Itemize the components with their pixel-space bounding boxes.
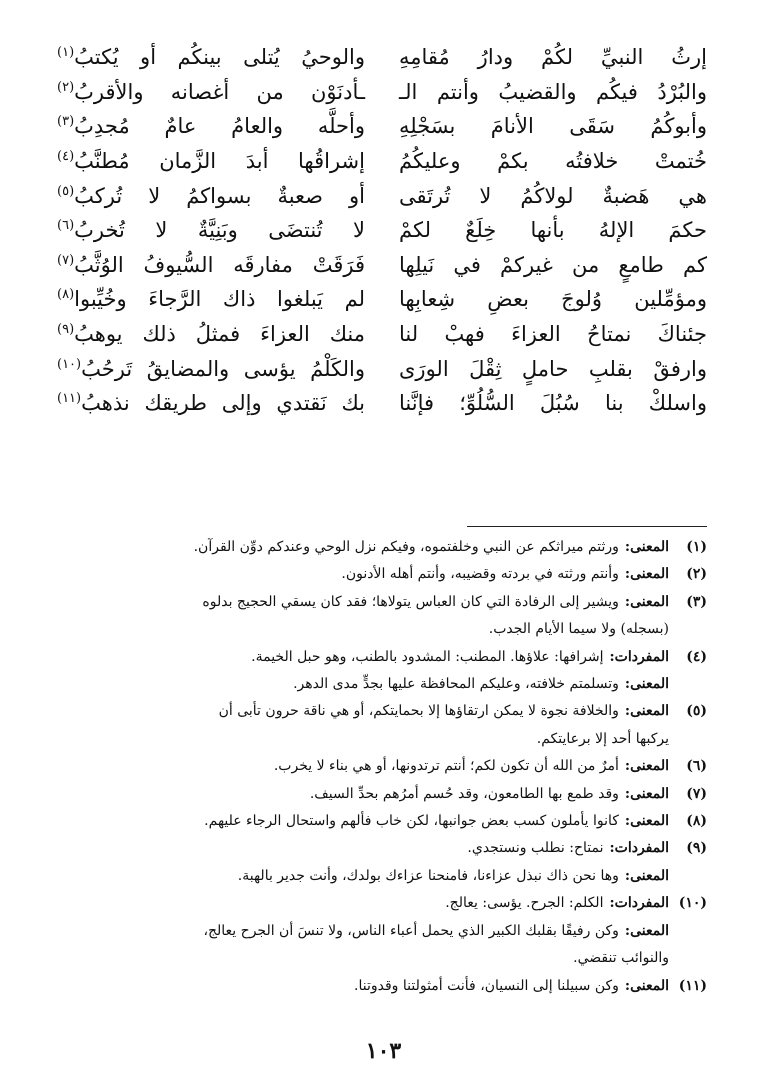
footnote-text: أمرٌ من الله أن تكون لكم؛ أنتم ترتدونها، أو هي بناء لا يخرب. [273,758,619,775]
verse [57,144,707,179]
verse-second-hemistich [57,354,365,384]
footnote-text: نمتاح: نطلب ونستجدي. [467,840,604,857]
footnote-body [57,918,669,945]
verse [57,40,707,75]
verse-second-hemistich [57,215,365,245]
footnote-text: ويشير إلى الرفادة التي كان العباس يتولاها؛ فقد كان يسقي الحجيج بدلوه [202,593,619,610]
footnote-body [57,534,669,561]
footnote-number: (٧) [686,785,707,802]
footnote-body [57,671,669,698]
footnote-label: المعنى: [624,977,669,994]
footnote-number: (١) [686,539,707,555]
footnote [57,973,707,1000]
footnote [57,753,707,780]
footnote [57,863,707,890]
footnote-label: المعنى: [624,922,669,939]
verse-first-hemistich: واسلكْ بنا سُبُلَ السُّلُوِّ؛ فإنَّنا [399,391,707,416]
verse-second-hemistich-text: فَرَقَتْ مفارقَه السُّيوفُ الوُثَّبُ [74,252,365,277]
verse-second-hemistich [57,250,365,280]
footnote-body [57,753,669,780]
footnote-label: المفردات: [609,648,669,665]
footnote-label: المعنى: [624,813,669,830]
page-number: ١٠٣ [365,1038,402,1064]
footnote [57,835,707,862]
footnote-ref: (١٠) [57,356,82,372]
verse-first-hemistich: خُتمتْ خلافتُه بكمْ وعليكُمُ [399,149,707,174]
verse-first-hemistich: ومؤمِّلين وُلوجَ بعضِ شِعابِها [399,287,707,312]
footnote-continuation: والنوائب تنقضي. [573,950,669,967]
footnote-text: وكن سبيلنا إلى النسيان، فأنت أمثولتنا وقدوتنا. [354,977,619,994]
verse-second-hemistich-text: إشراقُها أبدَ الزَّمان مُطنَّبُ [74,149,365,174]
footnote-continuation: يركبها أحد إلا برعايتكم. [536,730,669,747]
verse-first-hemistich: وأبوكُمُ سَقَى الأنامَ بسَجْلِهِ [399,114,707,139]
footnotes [57,534,707,1000]
footnote-label: المعنى: [624,539,669,555]
verse-first-hemistich: وارفقْ بقلبِ حاملٍ ثِقْلَ الورَى [399,356,707,381]
verse [57,386,707,421]
footnote-text: ورثتم ميراثكم عن النبي وخلفتموه، وفيكم نزل الوحي وعندكم دوِّن القرآن. [193,539,619,555]
footnote-number: (٢) [686,566,707,583]
footnote-body [57,698,669,725]
footnote-separator [467,526,707,527]
verse-first-hemistich: هي هَضبةٌ لولاكُمُ لا تُرتَقى [399,183,707,208]
footnote-ref: (٤) [57,149,75,165]
footnote-number: (٣) [686,593,707,610]
verse-first-hemistich: حكمَ الإلهُ بأنها خِلَعٌ لكمْ [399,218,707,243]
footnote [57,918,707,945]
verse [57,75,707,110]
verse-second-hemistich-text: ـأدنَوْن من أغصانه والأقربُ [74,79,365,104]
footnote-text: وتسلمتم خلافته، وعليكم المحافظة عليها بجدٍّ مدى الدهر. [293,676,619,693]
footnote-text: وأنتم ورثته في بردته وقضيبه، وأنتم أهله الأدنون. [341,566,619,583]
footnote-ref: (٥) [57,183,75,199]
footnote-text: كانوا يأملون كسب بعض جوانبها، لكن خاب فألهم واستحال الرجاء عليهم. [204,813,619,830]
footnote-body [57,589,669,616]
footnote-ref: (٦) [57,218,75,234]
footnote-label: المعنى: [624,676,669,693]
verse-second-hemistich-text: بك نَقتدي وإلى طريقك نذهبُ [81,391,365,416]
verse-second-hemistich-text: لا تُنتضَى وبَنِيَّةٌ لا تُخربُ [74,218,365,243]
footnote [57,534,707,561]
verse [57,178,707,213]
footnote-ref: (٣) [57,114,75,130]
footnote-body [57,781,669,808]
footnote-label: المعنى: [624,703,669,720]
footnote-continuation: (بسجله) ولا سيما الأيام الجدب. [488,621,669,638]
footnote [57,589,707,616]
footnote-ref: (١) [57,45,75,61]
verse [57,317,707,352]
verse-first-hemistich: إرثُ النبيِّ لكُمْ ودارُ مُقامِهِ [399,45,707,70]
verse [57,213,707,248]
poem [57,40,707,421]
footnote-number: (٥) [686,703,707,720]
footnote [57,781,707,808]
verse-second-hemistich [57,146,365,176]
footnote-label: المفردات: [609,895,669,912]
footnote-label: المعنى: [624,758,669,775]
footnote-body [57,973,669,1000]
verse [57,351,707,386]
footnote-number: (٦) [686,758,707,775]
footnote-label: المفردات: [609,840,669,857]
footnote [57,561,707,588]
verse-second-hemistich [57,181,365,211]
footnote-label: المعنى: [624,566,669,583]
footnote-number: (٤) [686,648,707,665]
verse-second-hemistich [57,77,365,107]
verse-first-hemistich: جئناكَ نمتاحُ العزاءَ فهبْ لنا [399,322,707,347]
footnote-label: المعنى: [624,593,669,610]
footnote-body [57,835,669,862]
verse-second-hemistich-text: والكَلْمُ يؤسى والمضايقُ تَرحُبُ [81,356,365,381]
footnote-text: الكلم: الجرح. يؤسى: يعالج. [445,895,604,912]
verse-second-hemistich-text: أو صعبةٌ بسواكمُ لا تُركبُ [74,183,365,208]
verse-second-hemistich [57,319,365,349]
verse-first-hemistich: كم طامعٍ من غيركمْ في نَيلِها [399,252,707,277]
footnote [57,890,707,917]
footnote-number: (٨) [686,813,707,830]
footnote [57,808,707,835]
footnote-body [57,863,669,890]
footnote-body [57,808,669,835]
verse [57,109,707,144]
verse [57,282,707,317]
verse-second-hemistich-text: لم يَبلغوا ذاك الرَّجاءَ وخُيِّبوا [74,287,365,312]
footnote-text: والخلافة نجوة لا يمكن ارتقاؤها إلا بحمايتكم، أو هي ناقة حرون تأبى أن [218,703,619,720]
footnote-number: (١٠) [678,895,707,912]
footnote [57,644,707,671]
footnote-ref: (١١) [57,391,82,407]
verse-second-hemistich-text: منك العزاءَ فمثلُ ذلك يوهبُ [74,322,365,347]
verse-first-hemistich: والبُرْدُ فيكُم والقضيبُ وأنتم الـ [399,79,707,104]
verse-second-hemistich [57,111,365,141]
verse [57,248,707,283]
footnote-text: إشرافها: علاؤها. المطنب: المشدود بالطنب، وهو حبل الخيمة. [251,648,604,665]
footnote-ref: (٩) [57,322,75,338]
footnote-body [57,890,669,917]
verse-second-hemistich-text: والوحيُ يُتلى بينكُم أو يُكتبُ [74,45,365,70]
footnote-number: (٩) [686,840,707,857]
footnote-ref: (٧) [57,252,75,268]
footnote-label: المعنى: [624,785,669,802]
verse-second-hemistich [57,42,365,72]
footnote-body [57,561,669,588]
footnote [57,698,707,725]
footnote-body [57,644,669,671]
footnote-number: (١١) [678,977,707,994]
footnote-label: المعنى: [624,867,669,884]
verse-second-hemistich-text: وأحلَّه والعامُ عامٌ مُجدِبُ [74,114,365,139]
footnote-text: وها نحن ذاك نبذل عزاءنا، فامنحنا عزاءك بولدك، وأنت جدير بالهبة. [237,867,619,884]
verse-second-hemistich [57,388,365,418]
footnote-ref: (٨) [57,287,75,303]
footnote-text: وقد طمع بها الطامعون، وقد حُسم أمرُهم بحدِّ السيف. [309,785,619,802]
footnote [57,671,707,698]
footnote-text: وكن رفيقًا بقلبك الكبير الذي يحمل أعباء الناس، ولا تنسَ أن الجرح يعالج، [203,922,619,939]
footnote-ref: (٢) [57,79,75,95]
verse-second-hemistich [57,284,365,314]
